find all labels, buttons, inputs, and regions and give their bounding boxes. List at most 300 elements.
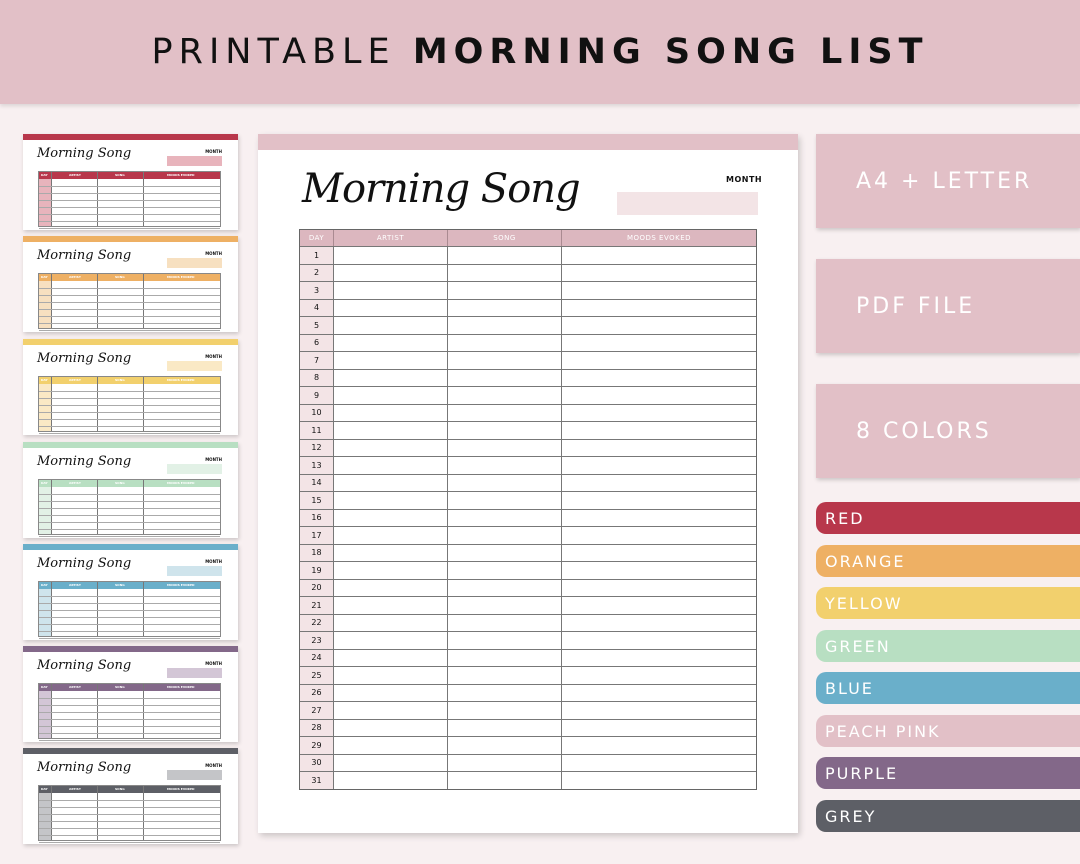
thumbnail-table <box>38 785 221 841</box>
table-row <box>300 264 756 282</box>
thumbnail-row-line <box>39 221 220 222</box>
table-row <box>300 579 756 597</box>
thumbnail-row-line <box>39 193 220 194</box>
thumbnail-header-label: ARTIST <box>69 275 81 279</box>
moods-cell[interactable] <box>561 632 756 649</box>
table-row <box>300 281 756 299</box>
thumbnail-row-line <box>39 828 220 829</box>
song-cell[interactable] <box>447 562 561 579</box>
thumbnail-row-line <box>39 508 220 509</box>
moods-cell[interactable] <box>561 440 756 457</box>
thumbnail-row-line <box>39 426 220 427</box>
thumbnail-header-label: MOODS EVOKED <box>167 685 195 689</box>
thumbnail-row-line <box>39 726 220 727</box>
banner-title-light: PRINTABLE <box>151 32 396 72</box>
moods-cell[interactable] <box>561 247 756 264</box>
table-header <box>300 230 756 246</box>
song-cell[interactable] <box>447 317 561 334</box>
thumbnail-header-label: SONG <box>115 173 125 177</box>
day-cell: 6 <box>300 335 333 352</box>
day-cell: 24 <box>300 650 333 667</box>
moods-cell[interactable] <box>561 580 756 597</box>
header-artist: ARTIST <box>333 230 447 246</box>
artist-cell[interactable] <box>333 475 447 492</box>
thumbnail-header-label: ARTIST <box>69 481 81 485</box>
thumbnail-title: Morning Song <box>37 146 132 161</box>
artist-cell[interactable] <box>333 545 447 562</box>
artist-cell[interactable] <box>333 632 447 649</box>
thumbnail-title: Morning Song <box>37 556 132 571</box>
thumbnail-table <box>38 376 221 432</box>
color-variant-thumbnail <box>23 748 238 844</box>
artist-cell[interactable] <box>333 265 447 282</box>
day-cell: 25 <box>300 667 333 684</box>
day-cell: 13 <box>300 457 333 474</box>
song-cell[interactable] <box>447 685 561 702</box>
artist-cell[interactable] <box>333 755 447 772</box>
thumbnail-title: Morning Song <box>37 454 132 469</box>
thumbnail-column-line <box>143 377 144 431</box>
day-cell: 7 <box>300 352 333 369</box>
thumbnail-column-line <box>143 274 144 328</box>
table-row <box>300 544 756 562</box>
thumbnail-column-line <box>97 377 98 431</box>
table-row <box>300 561 756 579</box>
thumbnail-header-label: SONG <box>115 685 125 689</box>
day-cell: 18 <box>300 545 333 562</box>
thumbnail-row-line <box>39 842 220 843</box>
thumbnail-column-line <box>97 684 98 738</box>
thumbnail-top-bar <box>23 442 238 448</box>
artist-cell[interactable] <box>333 772 447 789</box>
color-option-red <box>816 502 1080 534</box>
song-cell[interactable] <box>447 650 561 667</box>
thumbnail-title: Morning Song <box>37 658 132 673</box>
table-row <box>300 771 756 789</box>
song-cell[interactable] <box>447 527 561 544</box>
song-cell[interactable] <box>447 597 561 614</box>
moods-cell[interactable] <box>561 667 756 684</box>
thumbnail-row-line <box>39 596 220 597</box>
moods-cell[interactable] <box>561 300 756 317</box>
table-row <box>300 439 756 457</box>
song-cell[interactable] <box>447 282 561 299</box>
thumbnail-header-label: MOODS EVOKED <box>167 275 195 279</box>
thumbnail-month-field <box>167 668 222 678</box>
song-cell[interactable] <box>447 510 561 527</box>
thumbnail-table <box>38 479 221 535</box>
thumbnail-header-label: SONG <box>115 275 125 279</box>
thumbnail-header-label: SONG <box>115 583 125 587</box>
artist-cell[interactable] <box>333 580 447 597</box>
moods-cell[interactable] <box>561 317 756 334</box>
moods-cell[interactable] <box>561 527 756 544</box>
table-row <box>300 736 756 754</box>
day-cell: 20 <box>300 580 333 597</box>
song-cell[interactable] <box>447 387 561 404</box>
artist-cell[interactable] <box>333 562 447 579</box>
day-cell: 21 <box>300 597 333 614</box>
thumbnail-header-label: DAY <box>41 481 48 485</box>
thumbnail-month-label: MONTH <box>205 559 222 564</box>
thumbnail-row-line <box>39 719 220 720</box>
moods-cell[interactable] <box>561 545 756 562</box>
thumbnail-row-line <box>39 631 220 632</box>
day-cell: 16 <box>300 510 333 527</box>
thumbnail-column-line <box>143 582 144 636</box>
thumbnail-column-line <box>97 786 98 840</box>
moods-cell[interactable] <box>561 510 756 527</box>
moods-cell[interactable] <box>561 685 756 702</box>
song-cell[interactable] <box>447 580 561 597</box>
moods-cell[interactable] <box>561 702 756 719</box>
thumbnail-row-line <box>39 698 220 699</box>
day-cell: 5 <box>300 317 333 334</box>
song-cell[interactable] <box>447 265 561 282</box>
moods-cell[interactable] <box>561 615 756 632</box>
thumbnail-row-line <box>39 419 220 420</box>
song-cell[interactable] <box>447 492 561 509</box>
day-cell: 2 <box>300 265 333 282</box>
moods-cell[interactable] <box>561 492 756 509</box>
table-row <box>300 754 756 772</box>
moods-cell[interactable] <box>561 370 756 387</box>
artist-cell[interactable] <box>333 405 447 422</box>
thumbnail-row-line <box>39 835 220 836</box>
banner-title <box>152 32 929 72</box>
thumbnail-column-line <box>51 480 52 534</box>
thumbnail-row-line <box>39 624 220 625</box>
moods-cell[interactable] <box>561 405 756 422</box>
artist-cell[interactable] <box>333 282 447 299</box>
thumbnail-top-bar <box>23 544 238 550</box>
moods-cell[interactable] <box>561 457 756 474</box>
thumbnail-table <box>38 171 221 227</box>
thumbnail-row-line <box>39 186 220 187</box>
song-cell[interactable] <box>447 632 561 649</box>
artist-cell[interactable] <box>333 510 447 527</box>
sheet-title: Morning Song <box>302 166 580 212</box>
color-variant-thumbnail <box>23 236 238 332</box>
thumbnail-table <box>38 683 221 739</box>
artist-cell[interactable] <box>333 335 447 352</box>
color-option-label: PEACH PINK <box>825 721 941 741</box>
thumbnail-month-label: MONTH <box>205 354 222 359</box>
planner-sheet <box>258 134 798 833</box>
song-cell[interactable] <box>447 667 561 684</box>
info-format-label: PDF FILE <box>856 293 976 319</box>
table-row <box>300 701 756 719</box>
song-cell[interactable] <box>447 422 561 439</box>
moods-cell[interactable] <box>561 720 756 737</box>
song-cell[interactable] <box>447 247 561 264</box>
moods-cell[interactable] <box>561 387 756 404</box>
thumbnail-top-bar <box>23 646 238 652</box>
thumbnail-header-label: MOODS EVOKED <box>167 787 195 791</box>
thumbnail-header-label: SONG <box>115 378 125 382</box>
thumbnail-row-line <box>39 705 220 706</box>
artist-cell[interactable] <box>333 370 447 387</box>
thumbnail-header-label: MOODS EVOKED <box>167 173 195 177</box>
thumbnail-table <box>38 273 221 329</box>
thumbnail-header-label: MOODS EVOKED <box>167 378 195 382</box>
day-cell: 15 <box>300 492 333 509</box>
thumbnail-top-bar <box>23 748 238 754</box>
thumbnail-row-line <box>39 529 220 530</box>
color-option-grey <box>816 800 1080 832</box>
info-box-format <box>816 259 1080 353</box>
artist-cell[interactable] <box>333 352 447 369</box>
thumbnail-month-label: MONTH <box>205 763 222 768</box>
day-cell: 10 <box>300 405 333 422</box>
thumbnail-row-line <box>39 398 220 399</box>
thumbnail-column-line <box>51 786 52 840</box>
thumbnail-row-line <box>39 412 220 413</box>
thumbnail-column-line <box>51 172 52 226</box>
song-cell[interactable] <box>447 370 561 387</box>
artist-cell[interactable] <box>333 387 447 404</box>
thumbnail-title: Morning Song <box>37 248 132 263</box>
song-cell[interactable] <box>447 352 561 369</box>
thumbnail-row-line <box>39 617 220 618</box>
table-row <box>300 509 756 527</box>
thumbnail-column-line <box>143 480 144 534</box>
song-cell[interactable] <box>447 720 561 737</box>
color-variant-thumbnail <box>23 646 238 742</box>
thumbnail-row-line <box>39 391 220 392</box>
thumbnail-column-line <box>51 582 52 636</box>
thumbnail-header-label: DAY <box>41 378 48 382</box>
song-cell[interactable] <box>447 457 561 474</box>
thumbnail-month-field <box>167 464 222 474</box>
moods-cell[interactable] <box>561 282 756 299</box>
banner-title-bold: MORNING SONG LIST <box>412 32 929 72</box>
thumbnail-row-line <box>39 200 220 201</box>
thumbnail-column-line <box>51 377 52 431</box>
thumbnail-column-line <box>143 786 144 840</box>
song-cell[interactable] <box>447 737 561 754</box>
moods-cell[interactable] <box>561 475 756 492</box>
artist-cell[interactable] <box>333 667 447 684</box>
day-cell: 28 <box>300 720 333 737</box>
color-option-green <box>816 630 1080 662</box>
artist-cell[interactable] <box>333 300 447 317</box>
table-row <box>300 369 756 387</box>
artist-cell[interactable] <box>333 422 447 439</box>
day-cell: 30 <box>300 755 333 772</box>
thumbnail-column-line <box>97 480 98 534</box>
thumbnail-column-line <box>143 684 144 738</box>
thumbnail-row-line <box>39 740 220 741</box>
sheet-top-bar <box>258 134 798 150</box>
table-row <box>300 666 756 684</box>
table-row <box>300 649 756 667</box>
day-cell: 29 <box>300 737 333 754</box>
color-option-label: ORANGE <box>825 551 906 571</box>
day-cell: 23 <box>300 632 333 649</box>
moods-cell[interactable] <box>561 335 756 352</box>
color-option-blue <box>816 672 1080 704</box>
moods-cell[interactable] <box>561 265 756 282</box>
thumbnail-header-label: DAY <box>41 787 48 791</box>
header-moods: MOODS EVOKED <box>561 230 756 246</box>
thumbnail-header-label: MOODS EVOKED <box>167 481 195 485</box>
table-row <box>300 299 756 317</box>
color-variant-thumbnail <box>23 544 238 640</box>
moods-cell[interactable] <box>561 755 756 772</box>
header-day: DAY <box>308 234 325 242</box>
color-option-orange <box>816 545 1080 577</box>
color-option-label: RED <box>825 508 865 528</box>
thumbnail-header-label: DAY <box>41 685 48 689</box>
thumbnail-row-line <box>39 501 220 502</box>
table-row <box>300 421 756 439</box>
thumbnail-row-line <box>39 433 220 434</box>
thumbnail-month-label: MONTH <box>205 457 222 462</box>
thumbnail-header-label: SONG <box>115 481 125 485</box>
color-option-label: GREY <box>825 806 877 826</box>
table-row <box>300 631 756 649</box>
moods-cell[interactable] <box>561 772 756 789</box>
thumbnail-row-line <box>39 323 220 324</box>
thumbnail-month-field <box>167 258 222 268</box>
moods-cell[interactable] <box>561 422 756 439</box>
table-row <box>300 491 756 509</box>
thumbnail-row-line <box>39 821 220 822</box>
song-cell[interactable] <box>447 475 561 492</box>
table-row <box>300 719 756 737</box>
thumbnail-row-line <box>39 603 220 604</box>
color-option-label: GREEN <box>825 636 891 656</box>
thumbnail-row-line <box>39 814 220 815</box>
info-size-label: A4 + LETTER <box>856 168 1033 194</box>
thumbnail-month-field <box>167 361 222 371</box>
artist-cell[interactable] <box>333 720 447 737</box>
thumbnail-header-label: MOODS EVOKED <box>167 583 195 587</box>
song-cell[interactable] <box>447 772 561 789</box>
artist-cell[interactable] <box>333 457 447 474</box>
day-cell: 27 <box>300 702 333 719</box>
thumbnail-month-field <box>167 770 222 780</box>
thumbnail-month-label: MONTH <box>205 251 222 256</box>
artist-cell[interactable] <box>333 492 447 509</box>
thumbnail-month-label: MONTH <box>205 661 222 666</box>
thumbnail-column-line <box>51 274 52 328</box>
thumbnail-top-bar <box>23 339 238 345</box>
thumbnail-header-label: ARTIST <box>69 378 81 382</box>
song-cell[interactable] <box>447 545 561 562</box>
month-label: MONTH <box>726 175 763 184</box>
song-cell[interactable] <box>447 615 561 632</box>
artist-cell[interactable] <box>333 527 447 544</box>
month-field <box>617 192 758 215</box>
song-cell[interactable] <box>447 702 561 719</box>
thumbnail-column-line <box>143 172 144 226</box>
table-row <box>300 474 756 492</box>
thumbnail-top-bar <box>23 236 238 242</box>
artist-cell[interactable] <box>333 597 447 614</box>
day-cell: 12 <box>300 440 333 457</box>
info-colors-label: 8 COLORS <box>856 418 992 444</box>
song-cell[interactable] <box>447 440 561 457</box>
artist-cell[interactable] <box>333 247 447 264</box>
artist-cell[interactable] <box>333 702 447 719</box>
table-row <box>300 316 756 334</box>
thumbnail-row-line <box>39 309 220 310</box>
thumbnail-header-label: DAY <box>41 275 48 279</box>
thumbnail-row-line <box>39 515 220 516</box>
moods-cell[interactable] <box>561 650 756 667</box>
header-song: SONG <box>447 230 561 246</box>
color-option-label: PURPLE <box>825 763 899 783</box>
day-cell: 19 <box>300 562 333 579</box>
thumbnail-column-line <box>51 684 52 738</box>
thumbnail-month-field <box>167 156 222 166</box>
thumbnail-header-label: ARTIST <box>69 787 81 791</box>
table-row <box>300 404 756 422</box>
thumbnail-row-line <box>39 494 220 495</box>
header-banner <box>0 0 1080 104</box>
thumbnail-column-line <box>97 172 98 226</box>
moods-cell[interactable] <box>561 562 756 579</box>
artist-cell[interactable] <box>333 737 447 754</box>
moods-cell[interactable] <box>561 597 756 614</box>
thumbnail-header-label: ARTIST <box>69 173 81 177</box>
color-option-yellow <box>816 587 1080 619</box>
thumbnail-header-label: ARTIST <box>69 685 81 689</box>
thumbnail-month-label: MONTH <box>205 149 222 154</box>
thumbnail-column-line <box>97 582 98 636</box>
thumbnail-row-line <box>39 733 220 734</box>
day-cell: 26 <box>300 685 333 702</box>
artist-cell[interactable] <box>333 650 447 667</box>
color-variant-thumbnail <box>23 339 238 435</box>
table-row <box>300 334 756 352</box>
song-cell[interactable] <box>447 405 561 422</box>
color-option-label: BLUE <box>825 678 874 698</box>
color-variant-thumbnail <box>23 442 238 538</box>
thumbnail-header-label: ARTIST <box>69 583 81 587</box>
day-cell: 4 <box>300 300 333 317</box>
thumbnail-row-line <box>39 288 220 289</box>
moods-cell[interactable] <box>561 737 756 754</box>
song-cell[interactable] <box>447 300 561 317</box>
song-cell[interactable] <box>447 335 561 352</box>
artist-cell[interactable] <box>333 440 447 457</box>
thumbnail-column-line <box>97 274 98 328</box>
table-row <box>300 456 756 474</box>
artist-cell[interactable] <box>333 685 447 702</box>
moods-cell[interactable] <box>561 352 756 369</box>
thumbnail-row-line <box>39 800 220 801</box>
color-option-peach-pink <box>816 715 1080 747</box>
info-box-size <box>816 134 1080 228</box>
thumbnail-row-line <box>39 316 220 317</box>
color-option-purple <box>816 757 1080 789</box>
artist-cell[interactable] <box>333 615 447 632</box>
day-cell: 8 <box>300 370 333 387</box>
song-cell[interactable] <box>447 755 561 772</box>
table-row <box>300 684 756 702</box>
thumbnail-header-label: SONG <box>115 787 125 791</box>
day-cell: 1 <box>300 247 333 264</box>
thumbnail-row-line <box>39 207 220 208</box>
day-cell: 22 <box>300 615 333 632</box>
artist-cell[interactable] <box>333 317 447 334</box>
thumbnail-title: Morning Song <box>37 351 132 366</box>
thumbnail-row-line <box>39 712 220 713</box>
color-variant-thumbnail <box>23 134 238 230</box>
